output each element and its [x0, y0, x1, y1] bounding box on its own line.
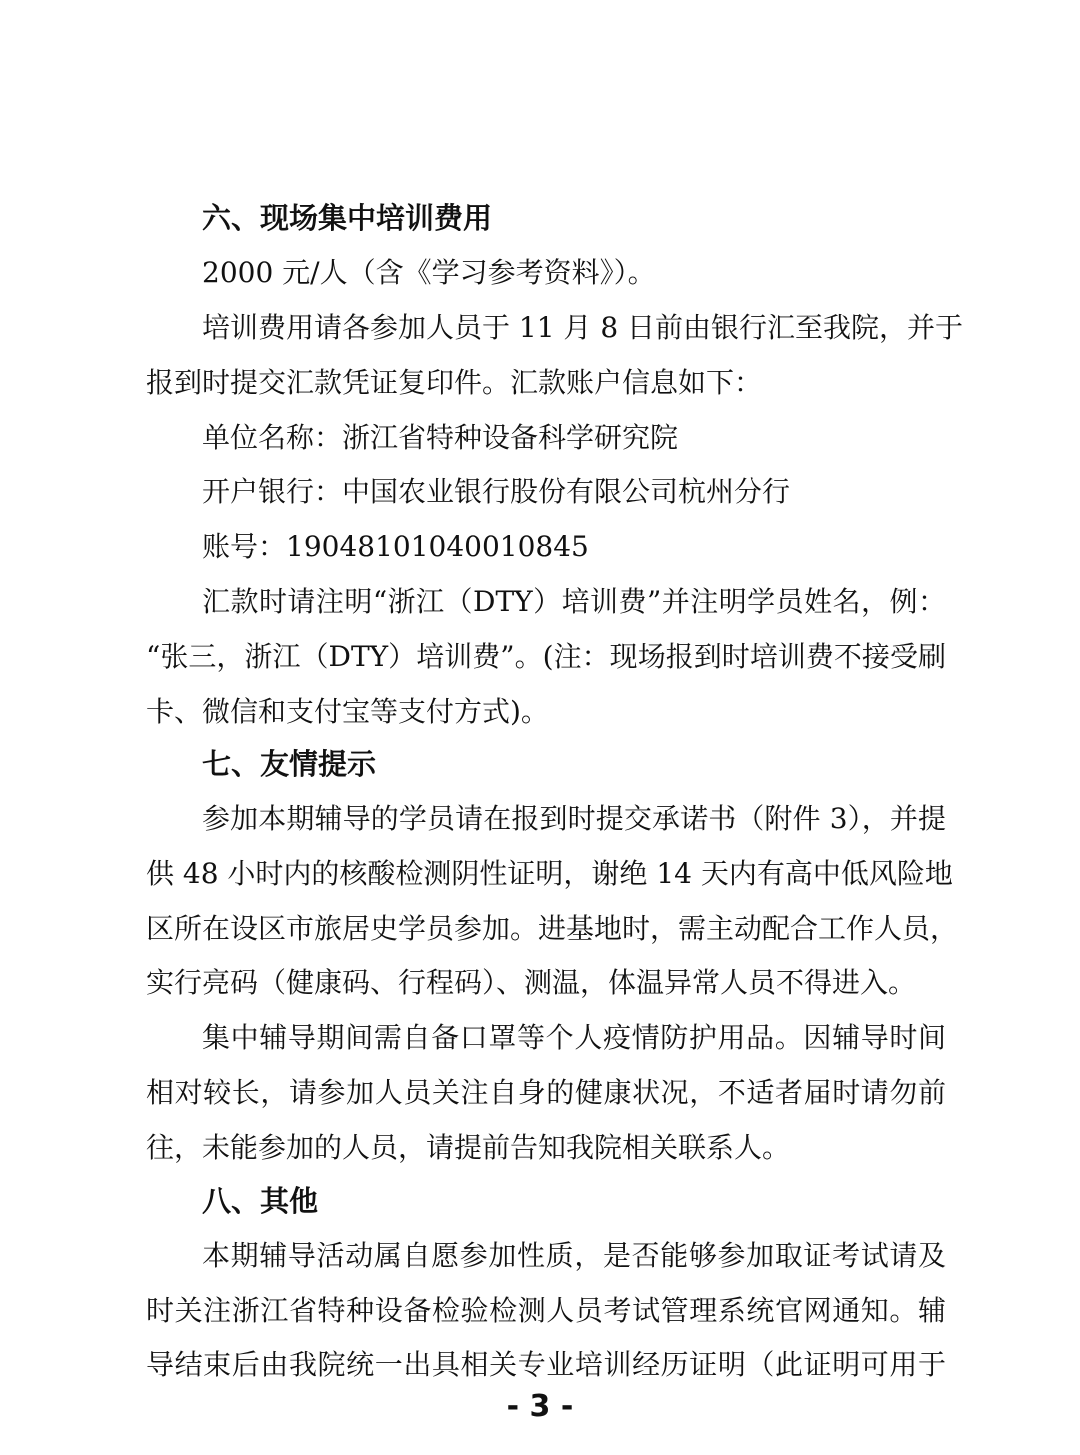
section-eight-heading: 八、其他	[202, 1184, 319, 1218]
bank-text: 开户银行：中国农业银行股份有限公司杭州分行	[202, 475, 791, 508]
account-text: 账号：19048101040010845	[202, 530, 589, 563]
unit-name-text: 单位名称：浙江省特种设备科学研究院	[202, 421, 679, 454]
remittance-note-line: 卡、微信和支付宝等支付方式)。	[146, 695, 549, 728]
remittance-note-line: 汇款时请注明“浙江（DTY）培训费”并注明学员姓名，例：	[202, 585, 946, 618]
payment-text-line: 报到时提交汇款凭证复印件。汇款账户信息如下：	[146, 366, 763, 399]
tips-paragraph-line: 供 48 小时内的核酸检测阴性证明，谢绝 14 天内有高中低风险地	[146, 857, 953, 890]
other-paragraph-line: 导结束后由我院统一出具相关专业培训经历证明（此证明可用于	[146, 1348, 946, 1381]
tips-paragraph-line: 参加本期辅导的学员请在报到时提交承诺书（附件 3），并提	[202, 802, 946, 835]
tips-paragraph-line: 往，未能参加的人员，请提前告知我院相关联系人。	[146, 1131, 791, 1164]
payment-text-line: 培训费用请各参加人员于 11 月 8 日前由银行汇至我院，并于	[202, 311, 964, 344]
other-paragraph-line: 时关注浙江省特种设备检验检测人员考试管理系统官网通知。辅	[146, 1294, 946, 1327]
other-paragraph-line: 本期辅导活动属自愿参加性质，是否能够参加取证考试请及	[202, 1239, 946, 1272]
section-seven-heading: 七、友情提示	[202, 747, 377, 781]
tips-paragraph-line: 集中辅导期间需自备口罩等个人疫情防护用品。因辅导时间	[202, 1021, 946, 1054]
tips-paragraph-line: 区所在设区市旅居史学员参加。进基地时，需主动配合工作人员，	[146, 912, 959, 945]
tips-paragraph-line: 实行亮码（健康码、行程码）、测温，体温异常人员不得进入。	[146, 966, 917, 999]
remittance-note-line: “张三，浙江（DTY）培训费”。(注：现场报到时培训费不接受刷	[146, 640, 946, 673]
section-six-heading: 六、现场集中培训费用	[202, 201, 493, 235]
tips-paragraph-line: 相对较长，请参加人员关注自身的健康状况，不适者届时请勿前	[146, 1076, 946, 1109]
page-number: - 3 -	[506, 1389, 574, 1424]
fee-text: 2000 元/人（含《学习参考资料》）。	[202, 256, 656, 289]
